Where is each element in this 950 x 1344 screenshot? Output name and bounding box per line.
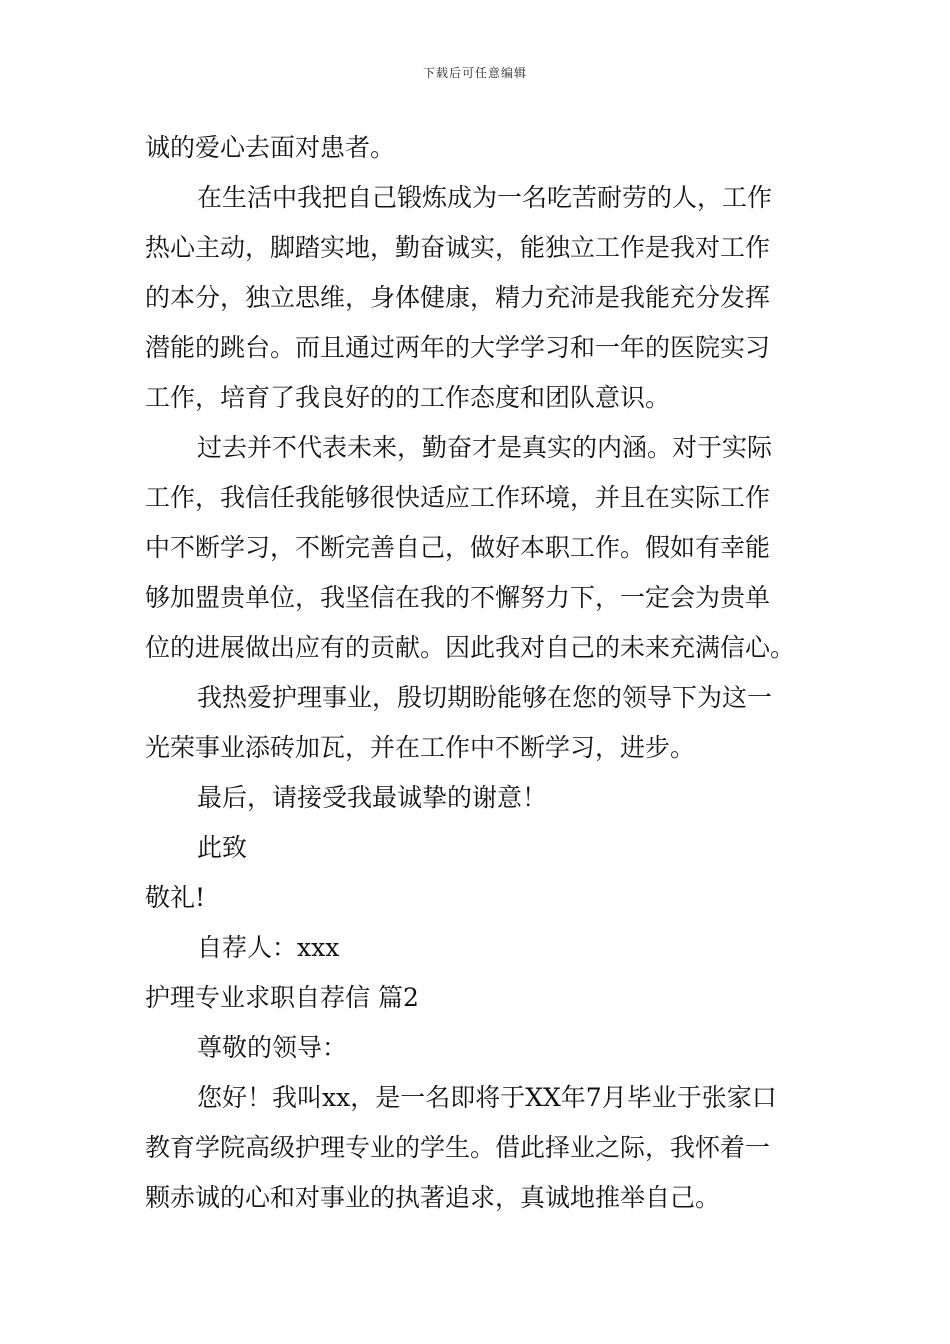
signature-line: 自荐人：xxx: [197, 933, 340, 962]
text-line: 颗赤诚的心和对事业的执著追求，真诚地推举自己。: [145, 1183, 721, 1212]
closing-salutation: 此致: [197, 833, 248, 862]
text-line: 潜能的跳台。而且通过两年的大学学习和一年的医院实习: [145, 333, 771, 362]
section-title: 护理专业求职自荐信 篇2: [145, 983, 419, 1012]
paragraph-start-line: 您好！我叫xx，是一名即将于XX年7月毕业于张家口: [197, 1083, 777, 1112]
paragraph-start-line: 我热爱护理事业，殷切期盼能够在您的领导下为这一: [197, 683, 773, 712]
text-line: 位的进展做出应有的贡献。因此我对自己的未来充满信心。: [145, 633, 796, 662]
text-line: 工作，我信任我能够很快适应工作环境，并且在实际工作: [145, 483, 771, 512]
paragraph-start-line: 在生活中我把自己锻炼成为一名吃苦耐劳的人，工作: [197, 183, 773, 212]
text-line: 工作，培育了我良好的的工作态度和团队意识。: [145, 383, 671, 412]
page-header: 下载后可任意编辑: [422, 66, 527, 80]
closing-thanks: 最后，请接受我最诚挚的谢意！: [197, 783, 548, 812]
text-line: 够加盟贵单位，我坚信在我的不懈努力下，一定会为贵单: [145, 583, 771, 612]
document-body: [145, 123, 810, 1223]
paragraph-start-line: 过去并不代表未来，勤奋才是真实的内涵。对于实际: [197, 433, 773, 462]
text-line: 光荣事业添砖加瓦，并在工作中不断学习，进步。: [145, 733, 696, 762]
text-line: 的本分，独立思维，身体健康，精力充沛是我能充分发挥: [145, 283, 771, 312]
text-line: 诚的爱心去面对患者。: [145, 133, 396, 162]
text-line: 中不断学习，不断完善自己，做好本职工作。假如有幸能: [145, 533, 771, 562]
text-line: 热心主动，脚踏实地，勤奋诚实，能独立工作是我对工作: [145, 233, 771, 262]
closing-regards: 敬礼!: [145, 883, 206, 912]
greeting-line: 尊敬的领导：: [197, 1033, 348, 1062]
text-line: 教育学院高级护理专业的学生。借此择业之际，我怀着一: [145, 1133, 771, 1162]
